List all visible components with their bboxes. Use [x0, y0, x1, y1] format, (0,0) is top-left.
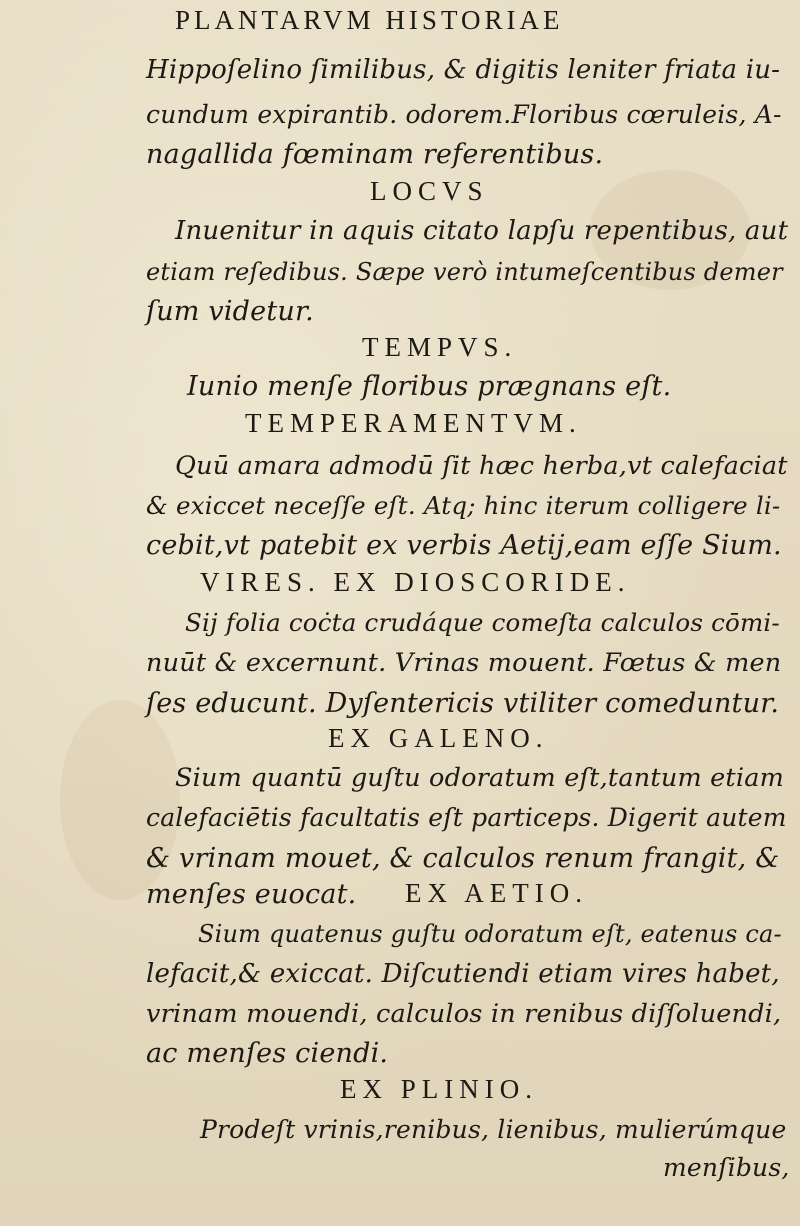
text-line: lefacit,& exiccat. Diſcutiendi etiam vires habet, [146, 959, 780, 989]
text-line: Iunio menſe floribus prægnans eſt. [187, 371, 672, 402]
section-heading: LOCVS [370, 176, 489, 206]
text-line: ſum videtur. [146, 296, 314, 327]
text-line: Prodeſt vrinis,renibus, lienibus, mulierúmque [200, 1115, 787, 1144]
text-line: cebit,vt patebit ex verbis Aetij,eam eſſe Sium. [146, 530, 782, 561]
text-line: ac menſes ciendi. [146, 1038, 389, 1069]
running-head: PLANTARVM HISTORIAE [175, 5, 564, 35]
section-heading: TEMPERAMENTVM. [245, 408, 582, 438]
section-heading: EX AETIO. [405, 878, 588, 908]
text-line: Inuenitur in aquis citato lapſu repentibus, aut [175, 216, 789, 246]
section-heading: EX GALENO. [328, 723, 549, 753]
text-line: & exiccet neceſſe eſt. Atq; hinc iterum colligere li- [146, 491, 781, 520]
text-line: menſes euocat. [146, 879, 357, 910]
text-line: Sij folia coċta crudáque comeſta calculos cōmi- [185, 608, 780, 637]
text-line: nuūt & excernunt. Vrinas mouent. Fœtus & men [146, 648, 782, 678]
text-line: Sium quatenus guſtu odoratum eſt, eatenus ca- [198, 920, 782, 948]
text-line: calefaciētis facultatis eſt particeps. Digerit autem [146, 803, 787, 832]
text-line: Hippoſelino ſimilibus, & digitis leniter friata iu- [146, 55, 781, 85]
text-line: & vrinam mouet, & calculos renum frangit, & [146, 843, 780, 874]
section-heading: TEMPVS. [362, 332, 518, 362]
text-line: cundum expirantib. odorem.Floribus cœruleis, A- [146, 100, 782, 129]
text-line: vrinam mouendi, calculos in renibus diſſoluendi, [146, 999, 782, 1029]
text-line: Quū amara admodū ſit hæc herba,vt calefaciat [175, 451, 788, 481]
text-line: etiam reſedibus. Sæpe verò intumeſcentibus demer [146, 258, 783, 286]
text-line: ſes educunt. Dyſentericis vtiliter comeduntur. [146, 688, 780, 719]
section-heading: EX PLINIO. [340, 1074, 538, 1104]
text-line: menſibus, [663, 1153, 790, 1182]
text-line: nagallida fœminam referentibus. [146, 139, 604, 170]
text-line: Sium quantū guſtu odoratum eſt,tantum etiam [175, 763, 785, 793]
section-heading: VIRES. EX DIOSCORIDE. [200, 567, 631, 597]
